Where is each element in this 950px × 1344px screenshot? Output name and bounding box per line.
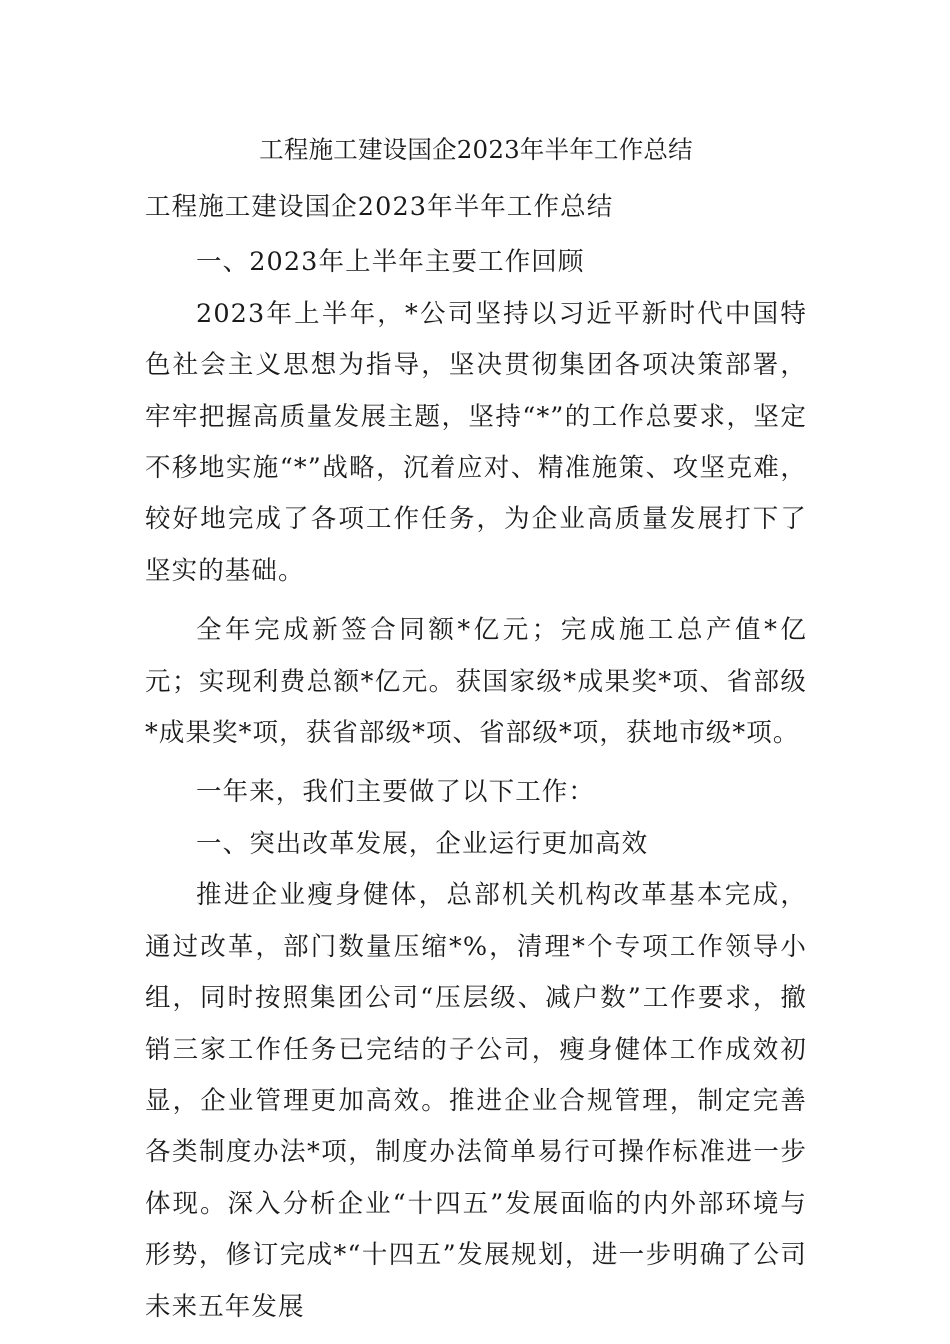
document-subtitle: 工程施工建设国企2023年半年工作总结 <box>145 192 614 222</box>
document-page <box>145 128 807 1333</box>
subsection-heading: 一、突出改革发展，企业运行更加高效 <box>196 828 649 859</box>
body-paragraph: 推进企业瘦身健体，总部机关机构改革基本完成，通过改革，部门数量压缩*%，清理*个专项工作领导小组，同时按照集团公司“压层级、减户数”工作要求，撤销三家工作任务已完结的子公司，瘦身健体工作成效初显，企业管理更加高效。推进企业合规管理，制定完善各类制度办法*项，制度办法简单易行可操作标准进一步体现。深入分析企业“十四五”发展面临的内外部环境与形势，修订完成*“十四五”发展规划，进一步明确了公司未来五年发展 <box>145 880 807 1322</box>
body-paragraph: 一年来，我们主要做了以下工作： <box>196 777 596 808</box>
document-title: 工程施工建设国企2023年半年工作总结 <box>259 135 693 164</box>
section-heading: 一、2023年上半年主要工作回顾 <box>196 247 585 278</box>
body-paragraph: 2023年上半年，*公司坚持以习近平新时代中国特色社会主义思想为指导，坚决贯彻集团各项决策部署，牢牢把握高质量发展主题，坚持“*”的工作总要求，坚定不移地实施“*”战略，沉着应对、精准施策、攻坚克难，较好地完成了各项工作任务，为企业高质量发展打下了坚实的基础。 <box>145 298 807 586</box>
body-paragraph: 全年完成新签合同额*亿元；完成施工总产值*亿元；实现利费总额*亿元。获国家级*成果奖*项、省部级*成果奖*项，获省部级*项、省部级*项，获地市级*项。 <box>145 615 807 749</box>
